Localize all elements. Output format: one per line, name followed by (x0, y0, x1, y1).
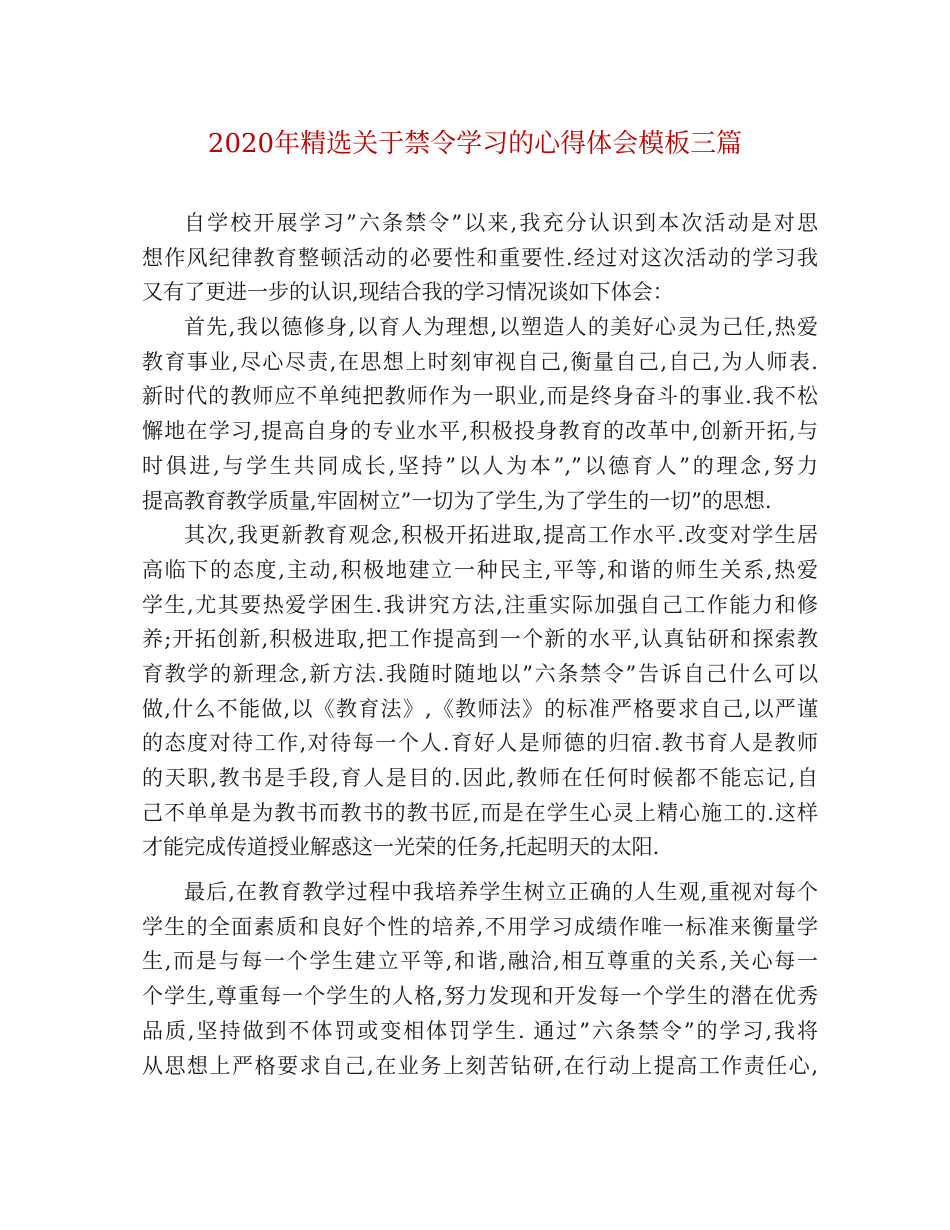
paragraph (142, 518, 818, 865)
text-line: 教育事业,尽心尽责,在思想上时刻审视自己,衡量自己,自己,为人师表. (142, 349, 818, 374)
text-line: 提高教育教学质量,牢固树立”一切为了学生,为了学生的一切”的思想. (142, 488, 772, 513)
document-body (142, 206, 818, 1083)
text-line: 才能完成传道授业解惑这一光荣的任务,托起明天的太阳. (142, 835, 660, 860)
text-line: 自学校开展学习”六条禁令”以来,我充分认识到本次活动是对思 (184, 211, 818, 235)
text-line: 首先,我以德修身,以育人为理想,以塑造人的美好心灵为己任,热爱 (184, 315, 818, 340)
text-line: 的态度对待工作,对待每一个人.育好人是师德的归宿.教书育人是教师 (142, 731, 818, 756)
text-line: 己不单单是为教书而教书的教书匠,而是在学生心灵上精心施工的.这样 (142, 800, 818, 825)
text-line: 其次,我更新教育观念,积极开拓进取,提高工作水平.改变对学生居 (184, 523, 818, 548)
text-line: 新时代的教师应不单纯把教师作为一职业,而是终身奋斗的事业.我不松 (142, 384, 818, 409)
text-line: 时俱进,与学生共同成长,坚持”以人为本”,”以德育人”的理念,努力 (142, 453, 818, 478)
text-line: 学生的全面素质和良好个性的培养,不用学习成绩作唯一标准来衡量学 (142, 914, 818, 939)
text-line: 做,什么不能做,以《教育法》,《教师法》的标准严格要求自己,以严谨 (142, 696, 818, 721)
text-line: 养;开拓创新,积极进取,把工作提高到一个新的水平,认真钻研和探索教 (142, 627, 818, 652)
text-line: 想作风纪律教育整顿活动的必要性和重要性.经过对这次活动的学习我 (142, 245, 818, 270)
paragraph-gap (142, 865, 818, 875)
text-line: 育教学的新理念,新方法.我随时随地以”六条禁令”告诉自己什么可以 (142, 661, 818, 686)
paragraph (142, 206, 818, 310)
text-line: 又有了更进一步的认识,现结合我的学习情况谈如下体会： (142, 280, 674, 305)
text-line: 品质,坚持做到不体罚或变相体罚学生. 通过”六条禁令”的学习,我将 (142, 1018, 818, 1043)
text-line: 学生,尤其要热爱学困生.我讲究方法,注重实际加强自己工作能力和修 (142, 592, 818, 617)
paragraph (142, 310, 818, 518)
text-line: 的天职,教书是手段,育人是目的.因此,教师在任何时候都不能忘记,自 (142, 766, 818, 790)
text-line: 懈地在学习,提高自身的专业水平,积极投身教育的改革中,创新开拓,与 (142, 419, 818, 444)
document-title: 2020年精选关于禁令学习的心得体会模板三篇 (207, 129, 743, 159)
paragraph (142, 875, 818, 1083)
text-line: 最后,在教育教学过程中我培养学生树立正确的人生观,重视对每个 (184, 880, 818, 905)
text-line: 个学生,尊重每一个学生的人格,努力发现和开发每一个学生的潜在优秀 (142, 984, 818, 1009)
text-line: 高临下的态度,主动,积极地建立一种民主,平等,和谐的师生关系,热爱 (142, 557, 818, 582)
text-line: 生,而是与每一个学生建立平等,和谐,融洽,相互尊重的关系,关心每一 (142, 949, 818, 974)
text-line: 从思想上严格要求自己,在业务上刻苦钻研,在行动上提高工作责任心, (142, 1053, 818, 1078)
